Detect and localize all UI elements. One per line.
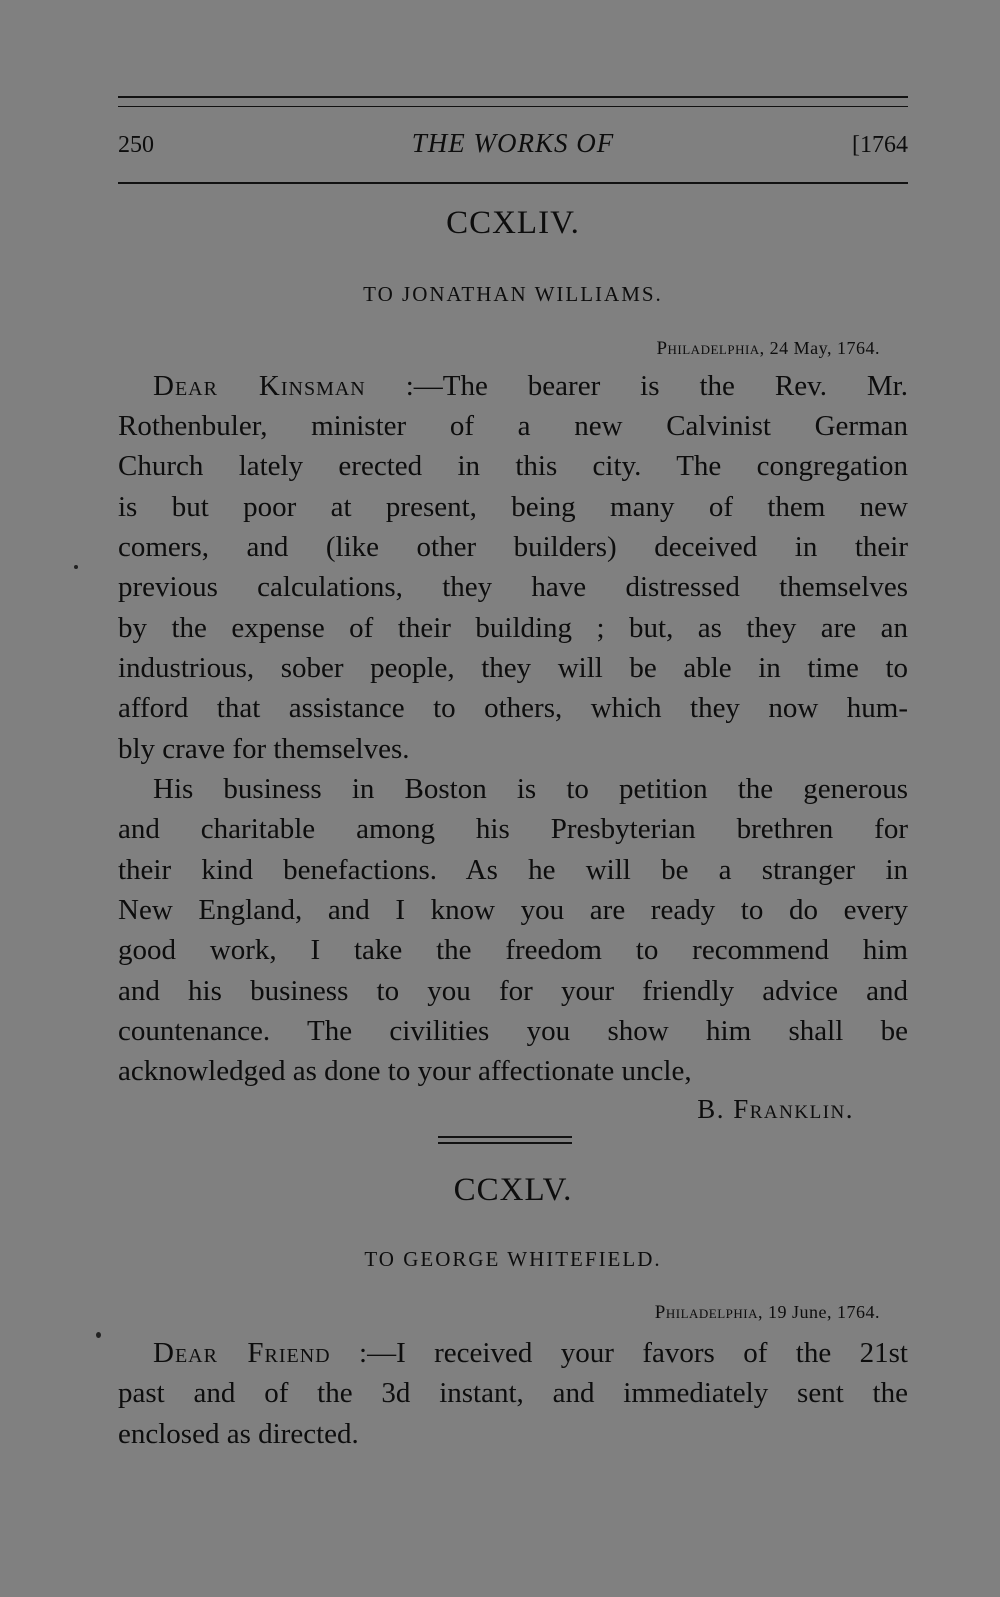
letter-line: is but poor at present, being many of them new	[118, 491, 908, 523]
running-head	[118, 128, 908, 164]
salutation: Dear Friend	[153, 1337, 331, 1369]
line-text: :—The bearer is the Rev. Mr.	[405, 370, 908, 402]
letter-line: acknowledged as done to your affectionate uncle,	[118, 1055, 692, 1087]
signature: B. Franklin.	[697, 1094, 854, 1124]
letter-line	[118, 1333, 908, 1373]
letter-line	[118, 366, 908, 406]
book-page	[118, 0, 908, 1597]
letter-line: bly crave for themselves.	[118, 733, 410, 765]
line-text: :—I received your favors of the 21st	[359, 1337, 908, 1369]
section-separator	[438, 1136, 572, 1138]
dateline-place: Philadelphia	[656, 338, 760, 359]
letter-line: comers, and (like other builders) deceived in their	[118, 531, 908, 563]
letter-line: their kind benefactions. As he will be a stranger in	[118, 854, 908, 886]
top-rule	[118, 96, 908, 98]
dateline-date: , 19 June, 1764.	[758, 1302, 880, 1322]
ink-speck	[96, 1332, 101, 1338]
letter-number: CCXLIV.	[446, 205, 580, 241]
top-rule-thin	[118, 106, 908, 107]
letter-dateline	[655, 1302, 880, 1324]
letter-line: His business in Boston is to petition the generous	[153, 773, 908, 805]
letter-line: Church lately erected in this city. The congregation	[118, 450, 908, 482]
letter-line: good work, I take the freedom to recommend him	[118, 934, 908, 966]
header-rule	[118, 182, 908, 184]
letter-dateline	[656, 338, 880, 360]
letter-line: countenance. The civilities you show him shall be	[118, 1015, 908, 1047]
letter-line: and charitable among his Presbyterian brethren for	[118, 813, 908, 845]
letter-number: CCXLV.	[453, 1172, 573, 1208]
letter-line: past and of the 3d instant, and immediately sent the	[118, 1377, 908, 1409]
letter-line: industrious, sober people, they will be able in time to	[118, 652, 908, 684]
letter-recipient: TO JONATHAN WILLIAMS.	[363, 282, 663, 306]
dateline-date: , 24 May, 1764.	[759, 338, 880, 358]
ink-speck	[74, 565, 78, 569]
letter-line: afford that assistance to others, which they now hum-	[118, 692, 908, 724]
dateline-place: Philadelphia	[654, 1302, 758, 1323]
running-title: THE WORKS OF	[411, 128, 615, 158]
letter-line: enclosed as directed.	[118, 1418, 359, 1450]
letter-line: New England, and I know you are ready to do every	[118, 894, 908, 926]
letter-line: and his business to you for your friendly advice and	[118, 975, 908, 1007]
running-year: [1764	[852, 132, 908, 158]
section-separator	[438, 1142, 572, 1144]
page-number: 250	[118, 132, 154, 158]
letter-line: previous calculations, they have distressed themselves	[118, 571, 908, 603]
salutation: Dear Kinsman	[153, 370, 366, 402]
letter-recipient: TO GEORGE WHITEFIELD.	[364, 1247, 662, 1271]
letter-line: by the expense of their building ; but, as they are an	[118, 612, 908, 644]
letter-line: Rothenbuler, minister of a new Calvinist German	[118, 410, 908, 442]
